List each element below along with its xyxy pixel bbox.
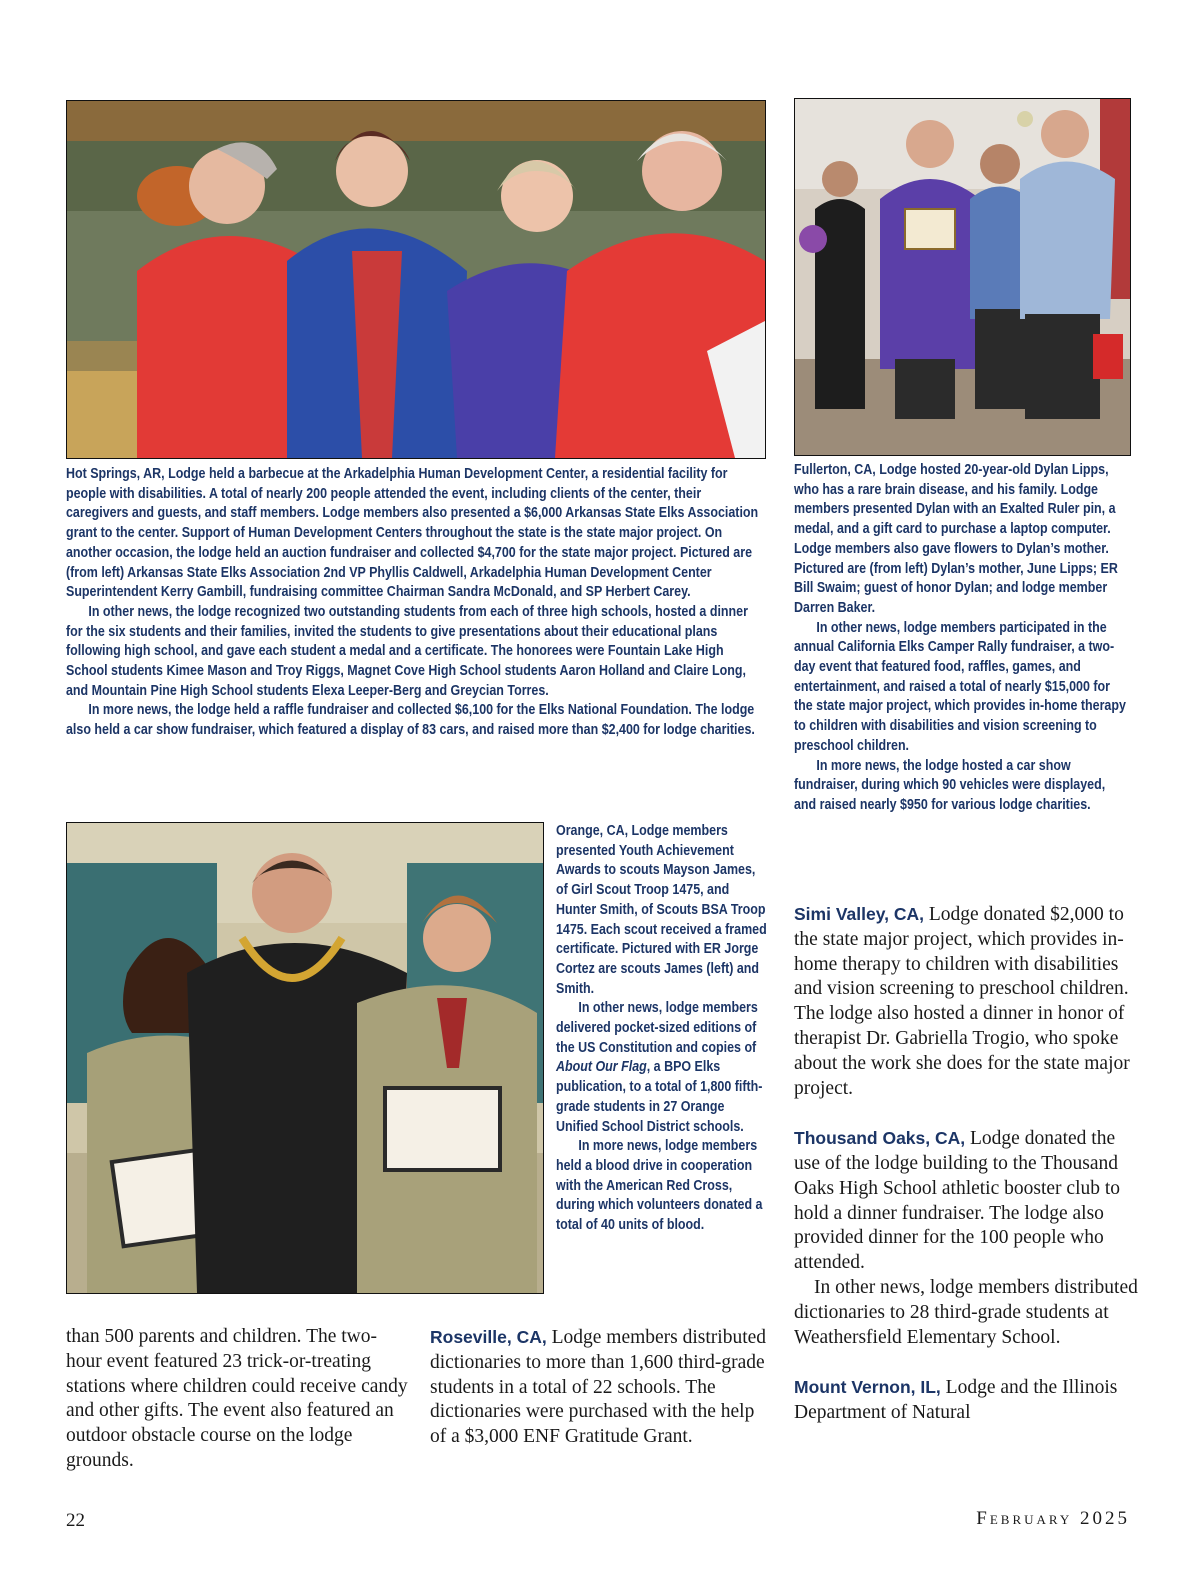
- caption-text: In other news, lodge members delivered pocket-sized editions of the US Constitution and copies of: [556, 1000, 758, 1056]
- caption-paragraph: In more news, lodge members held a blood drive in cooperation with the American Red Cross, during which volunteers donated a total of 40 units of blood.: [556, 1138, 763, 1234]
- caption-hot-springs: [66, 465, 763, 741]
- caption-location: Hot Springs, AR,: [66, 466, 165, 482]
- article-text: Lodge donated the use of the lodge building to the Thousand Oaks High School athletic booster club to hold a dinner fundraiser. The lodge also provided dinner for the 100 people who attended.: [794, 1128, 1121, 1274]
- article-location: Thousand Oaks, CA,: [794, 1128, 966, 1149]
- caption-text: Lodge hosted 20-year-old Dylan Lipps, who has a rare brain disease, and his family. Lodge members presented Dylan with an Exalted Ruler pin, a medal, and a gift card to purchase a laptop computer. Lodge members also gave flowers to Dylan’s mother. Pictured are (from left) Dylan’s mother, June Lipps; ER Bill Swaim; guest of honor Dylan; and lodge member Darren Baker.: [794, 462, 1118, 616]
- caption-location: Orange, CA,: [556, 823, 629, 839]
- caption-text: Lodge members presented Youth Achievement Awards to scouts Mayson James, of Girl Scout Troop 1475, and Hunter Smith, of Scouts BSA Troop 1475. Each scout received a framed certificate. Pictured with ER Jorge Cortez are scouts James (left) and Smith.: [556, 823, 767, 997]
- article-text: Lodge members distributed dictionaries to more than 1,600 third-grade students in a total of 22 schools. The dictionaries were purchased with the help of a $3,000 ENF Gratitude Grant.: [430, 1327, 767, 1448]
- caption-text: Lodge held a barbecue at the Arkadelphia Human Development Center, a residential facility for people with disabilities. A total of nearly 200 people attended the event, including clients of the center, their caregivers and guests, and staff members. Lodge members also presented a $6,000 Arkansas State Elks Association grant to the center. Support of Human Development Centers throughout the state is the state major project. On another occasion, the lodge held an auction fundraiser and collected $4,700 for the state major project. Pictured are (from left) Arkansas State Elks Association 2nd VP Phyllis Caldwell, Arkadelphia Human Development Center Superintendent Kerry Gambill, fundraising committee Chairman Sandra McDonald, and SP Herbert Carey.: [66, 466, 759, 601]
- photo-fullerton: [794, 98, 1131, 456]
- caption-paragraph: In other news, lodge members participated in the annual California Elks Camper Rally fundraiser, a two-day event that featured food, raffles, games, and entertainment, and raised a total of nearly $15,000 for the state major project, which provides in-home therapy to children with disabilities and vision screening to preschool children.: [794, 619, 1126, 754]
- article-continued: [66, 1325, 411, 1474]
- caption-location: Fullerton, CA,: [794, 462, 876, 478]
- publication-title: About Our Flag: [556, 1059, 647, 1076]
- page-number: 22: [66, 1510, 85, 1531]
- article-location: Mount Vernon, IL,: [794, 1377, 941, 1398]
- caption-fullerton: [794, 461, 1129, 816]
- article-mount-vernon: [794, 1375, 1139, 1426]
- article-text: than 500 parents and children. The two-hour event featured 23 trick-or-treating stations where children could receive candy and other gifts. The event also featured an outdoor obstacle course on the lodge grounds.: [66, 1326, 408, 1471]
- article-text: In other news, lodge members distributed dictionaries to 28 third-grade students at Weathersfield Elementary School.: [794, 1276, 1138, 1348]
- article-location: Simi Valley, CA,: [794, 904, 925, 924]
- caption-paragraph: In other news, the lodge recognized two outstanding students from each of three high schools, hosted a dinner for the six students and their families, invited the students to give presentations about their educational plans following high school, and gave each student a medal and a certificate. The honorees were Fountain Lake High School students Kimee Mason and Troy Riggs, Magnet Cove High School students Aaron Holland and Claire Long, and Mountain Pine High School students Elexa Leeper-Berg and Greycian Torres.: [66, 603, 748, 699]
- article-text: Lodge donated $2,000 to the state major project, which provides in-home therapy to children with disabilities and vision screening to preschool children. The lodge also hosted a dinner in honor of therapist Dr. Gabriella Trogio, who spoke about the work she does for the state major project.: [794, 904, 1130, 1099]
- article-roseville: [430, 1325, 770, 1450]
- caption-paragraph: In more news, the lodge held a raffle fundraiser and collected $6,100 for the Elks National Foundation. The lodge also held a car show fundraiser, which featured a display of 83 cars, and raised more than $2,400 for lodge charities.: [66, 702, 755, 739]
- issue-date: February 2025: [976, 1508, 1130, 1529]
- article-thousand-oaks: [794, 1126, 1139, 1276]
- caption-orange: [556, 822, 769, 1236]
- photo-hot-springs: [66, 100, 766, 459]
- caption-paragraph: In more news, the lodge hosted a car show fundraiser, during which 90 vehicles were displayed, and raised nearly $950 for various lodge charities.: [794, 757, 1106, 813]
- article-text: Lodge and the Illinois Department of Natural: [794, 1377, 1118, 1423]
- caption-text: , a BPO Elks publication, to a total of 1,800 fifth-grade students in 27 Orange Unified School District schools.: [556, 1059, 763, 1135]
- article-simi-valley: [794, 902, 1139, 1101]
- article-location: Roseville, CA,: [430, 1327, 547, 1347]
- article-column-right: [794, 902, 1139, 1426]
- photo-orange: [66, 822, 544, 1294]
